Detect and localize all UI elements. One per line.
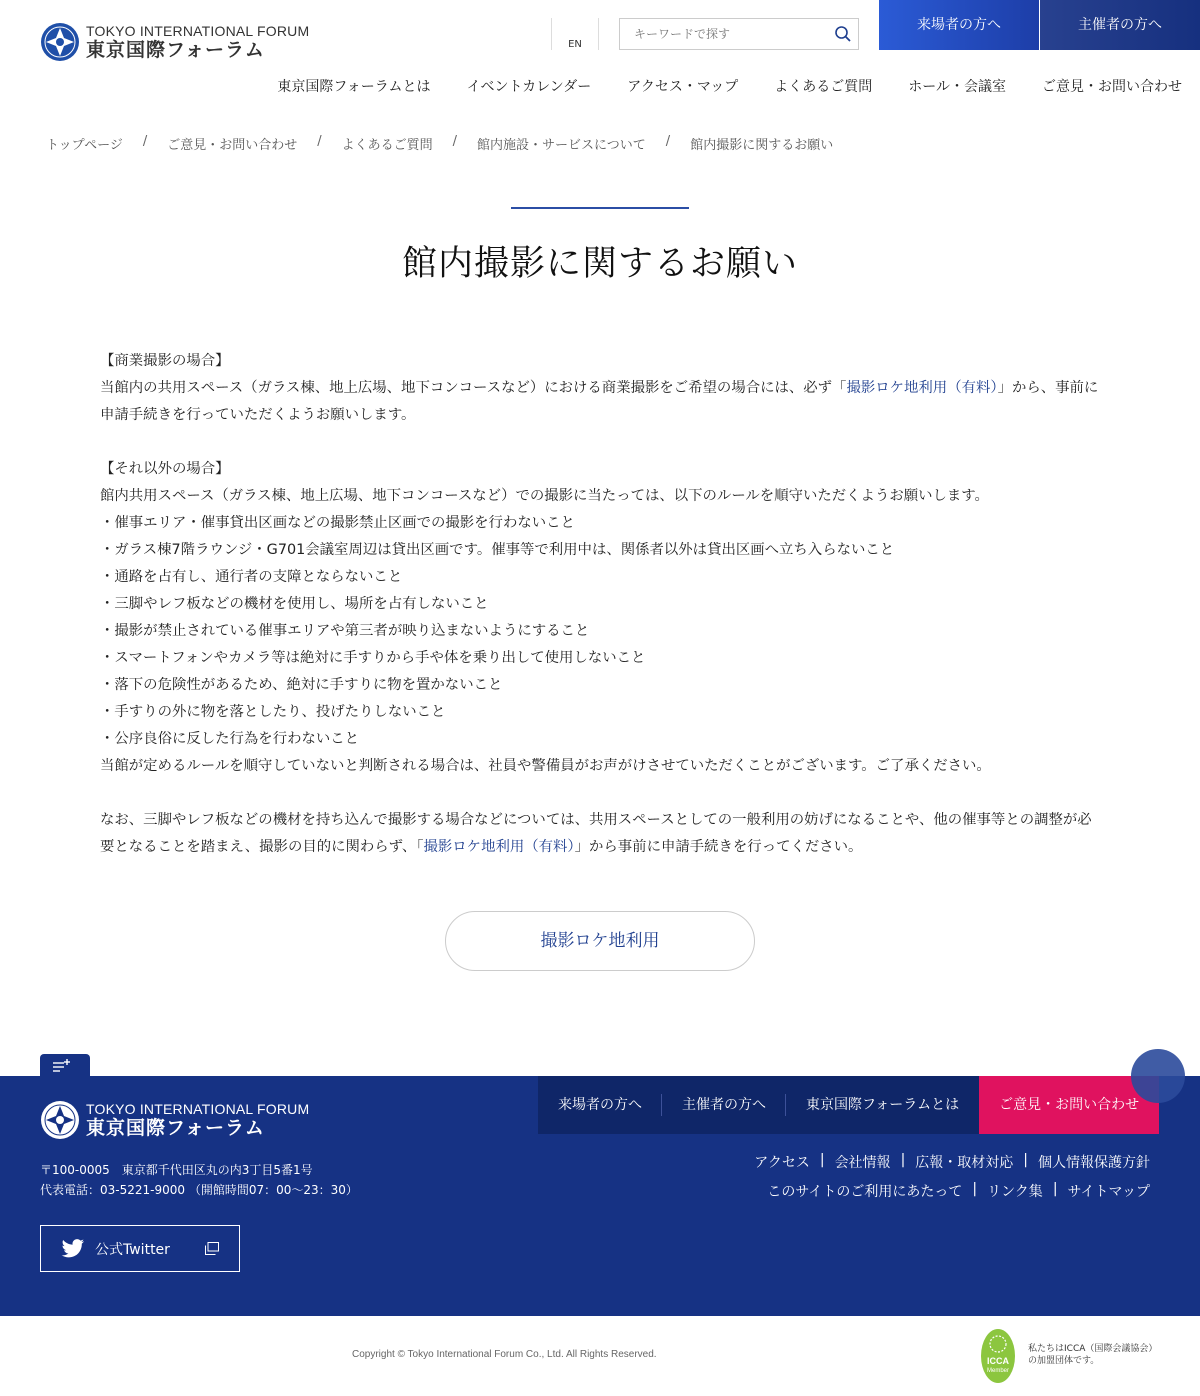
footer-address <box>40 1160 358 1200</box>
rule-item: ・三脚やレフ板などの機材を使用し、場所を占有しないこと <box>100 596 489 612</box>
icca-member-badge[interactable] <box>980 1328 1016 1384</box>
nav-contact[interactable]: ご意見・お問い合わせ <box>1042 79 1182 95</box>
footer-link-privacy[interactable]: 個人情報保護方針 <box>1038 1155 1150 1171</box>
commercial-text-before: 当館内の共用スペース（ガラス棟、地上広場、地下コンコースなど）における商業撮影をご希望の場合には、必ず「 <box>100 380 847 396</box>
commercial-text-after: 」から、事前に申請手続きを行っていただくようお願いします。 <box>100 380 1099 423</box>
rule-item: ・公序良俗に反した行為を行わないこと <box>100 731 360 747</box>
commercial-heading: 【商業撮影の場合】 <box>100 353 230 369</box>
note-paragraph <box>100 807 1100 861</box>
logo-ja-text: 東京国際フォーラム <box>86 39 265 61</box>
footer-link-links[interactable]: リンク集 <box>987 1184 1043 1200</box>
footer-logo[interactable] <box>40 1100 309 1140</box>
nav-event-calendar[interactable]: イベントカレンダー <box>466 79 592 95</box>
breadcrumb-facilities[interactable]: 館内施設・サービスについて <box>477 138 646 153</box>
external-link-icon <box>205 1242 219 1255</box>
breadcrumb-separator: / <box>665 134 671 149</box>
twitter-icon <box>61 1239 85 1259</box>
footer-nav <box>538 1076 1159 1134</box>
other-intro: 館内共用スペース（ガラス棟、地上広場、地下コンコースなど）での撮影に当たっては、以下のルールを順守いただくようお願いします。 <box>100 488 989 504</box>
rule-item: ・ガラス棟7階ラウンジ・G701会議室周辺は貸出区画です。催事等で利用中は、関係者以外は貸出区画へ立ち入らないこと <box>100 542 895 558</box>
link-separator: | <box>900 1152 906 1168</box>
footer-link-company[interactable]: 会社情報 <box>834 1155 891 1171</box>
note-text-after: 」から事前に申請手続きを行ってください。 <box>574 839 863 855</box>
footer-nav-contact[interactable]: ご意見・お問い合わせ <box>979 1076 1159 1134</box>
other-heading: 【それ以外の場合】 <box>100 461 230 477</box>
search-box <box>619 18 859 50</box>
title-accent-line <box>511 207 689 209</box>
breadcrumb-contact[interactable]: ご意見・お問い合わせ <box>167 138 298 153</box>
icca-text-line: 私たちはICCA（国際会議協会） <box>1028 1344 1158 1354</box>
link-separator: | <box>1052 1181 1058 1197</box>
location-use-link[interactable]: 撮影ロケ地利用（有料） <box>423 839 575 855</box>
forum-logo-icon <box>40 22 80 62</box>
note-text-before: なお、三脚やレフ板などの機材を持ち込んで撮影する場合などについては、共用スペースとしての一般利用の妨げになることや、他の催事等との調整が必要となることを踏まえ、撮影の目的に関わらず、「 <box>100 812 1092 855</box>
rule-item: ・催事エリア・催事貸出区画などの撮影禁止区画での撮影を行わないこと <box>100 515 575 531</box>
breadcrumb <box>46 134 833 153</box>
site-logo[interactable] <box>40 22 309 62</box>
nav-access-map[interactable]: アクセス・マップ <box>627 79 739 95</box>
commercial-paragraph <box>100 375 1100 429</box>
location-use-button[interactable]: 撮影ロケ地利用 <box>445 911 755 971</box>
nav-faq[interactable]: よくあるご質問 <box>774 79 873 95</box>
link-separator: | <box>972 1181 978 1197</box>
breadcrumb-faq[interactable]: よくあるご質問 <box>341 138 433 153</box>
link-separator: | <box>1023 1152 1028 1168</box>
organizer-button[interactable]: 主催者の方へ <box>1040 0 1200 50</box>
address-line: 〒100-0005 東京都千代田区丸の内3丁目5番1号 <box>40 1163 313 1177</box>
forum-logo-icon <box>40 1100 80 1140</box>
footer-logo-ja: 東京国際フォーラム <box>86 1117 265 1139</box>
rule-item: ・撮影が禁止されている催事エリアや第三者が映り込まないようにすること <box>100 623 590 639</box>
rule-item: ・手すりの外に物を落としたり、投げたりしないこと <box>100 704 446 720</box>
location-use-link[interactable]: 撮影ロケ地利用（有料） <box>846 380 998 396</box>
footer-logo-en: TOKYO INTERNATIONAL FORUM <box>86 1101 310 1117</box>
site-header <box>0 0 1200 110</box>
footer-link-press[interactable]: 広報・取材対応 <box>915 1155 1014 1171</box>
footer-nav-about[interactable]: 東京国際フォーラムとは <box>786 1076 979 1134</box>
warning-text: 当館が定めるルールを順守していないと判断される場合は、社員や警備員がお声がけさせていただくことがございます。ご了承ください。 <box>100 758 991 774</box>
footer-links-row1 <box>754 1152 1150 1172</box>
main-content <box>100 348 1100 861</box>
breadcrumb-separator: / <box>452 134 458 149</box>
breadcrumb-separator: / <box>142 134 148 149</box>
rule-item: ・スマートフォンやカメラ等は絶対に手すりから手や体を乗り出して使用しないこと <box>100 650 646 666</box>
menu-add-icon <box>40 1054 90 1076</box>
global-nav <box>241 76 1182 96</box>
rule-item: ・通路を占有し、通行者の支障とならないこと <box>100 569 403 585</box>
icca-badge-text: ICCA <box>987 1356 1009 1366</box>
rule-item: ・落下の危険性があるため、絶対に手すりに物を置かないこと <box>100 677 503 693</box>
bottom-bar <box>0 1316 1200 1396</box>
footer-menu-tab[interactable] <box>40 1054 90 1076</box>
site-footer <box>0 1076 1200 1316</box>
logo-en-text: TOKYO INTERNATIONAL FORUM <box>86 23 310 39</box>
icca-text-line: の加盟団体です。 <box>1028 1356 1100 1366</box>
nav-halls[interactable]: ホール・会議室 <box>908 79 1006 95</box>
search-input[interactable] <box>620 19 820 49</box>
copyright: Copyright © Tokyo International Forum Co., Ltd. All Rights Reserved. <box>352 1349 657 1360</box>
breadcrumb-home[interactable]: トップページ <box>46 138 123 153</box>
phone-line: 代表電話：03-5221-9000 （開館時間07：00〜23：30） <box>40 1183 358 1197</box>
icca-text <box>1028 1343 1157 1367</box>
twitter-label: 公式Twitter <box>95 1241 170 1258</box>
breadcrumb-current: 館内撮影に関するお願い <box>690 138 834 153</box>
visitor-button[interactable]: 来場者の方へ <box>879 0 1039 50</box>
footer-link-terms[interactable]: このサイトのご利用にあたって <box>767 1184 963 1200</box>
link-separator: | <box>819 1152 825 1168</box>
footer-links-row2 <box>767 1181 1150 1201</box>
scroll-to-top-button[interactable] <box>1131 1049 1185 1103</box>
twitter-button[interactable] <box>40 1225 240 1272</box>
breadcrumb-separator: / <box>317 134 322 149</box>
icca-badge-subtext: Member <box>986 1368 1010 1374</box>
footer-nav-organizer[interactable]: 主催者の方へ <box>662 1076 786 1134</box>
footer-link-access[interactable]: アクセス <box>754 1155 810 1171</box>
page-title: 館内撮影に関するお願い <box>401 244 798 284</box>
footer-link-sitemap[interactable]: サイトマップ <box>1067 1184 1150 1200</box>
search-icon[interactable] <box>834 25 852 43</box>
footer-nav-visitor[interactable]: 来場者の方へ <box>538 1076 662 1134</box>
nav-about[interactable]: 東京国際フォーラムとは <box>277 79 431 95</box>
lang-switch-en[interactable]: EN <box>551 18 599 50</box>
